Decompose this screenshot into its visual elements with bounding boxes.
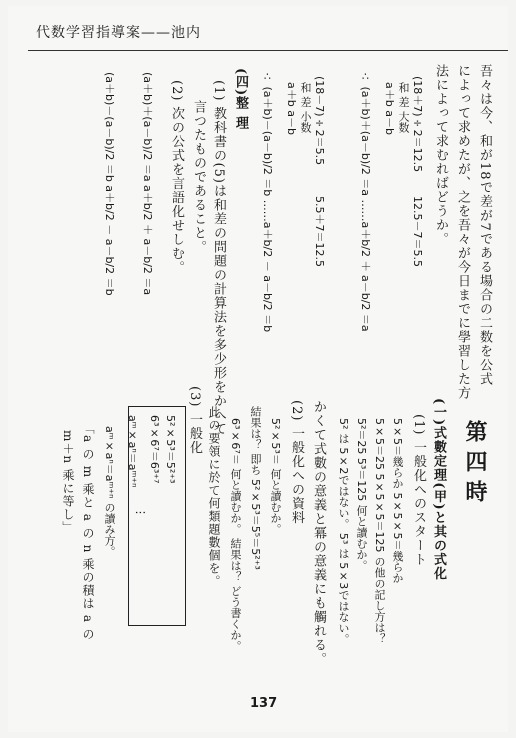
lower-line-4: 5² は 5×2ではない。 5³ は 5×3ではない。 xyxy=(337,418,350,645)
lower-note: かくて式數の意義と冪の意義にも觸れる。 xyxy=(311,400,326,666)
header-rule xyxy=(28,50,508,51)
equation-1-sub: a＋b a－b xyxy=(383,82,396,135)
box-line-3: ⋮ xyxy=(134,507,147,518)
lower-line-8: 此の要領に於て何類題數個を。 xyxy=(207,406,221,588)
intro-line-3: 法によって求むればどうか。 xyxy=(433,64,448,246)
chapter-title: 第四時 xyxy=(462,420,488,510)
lower-item-2: (2) 一般化への資料 xyxy=(289,400,304,525)
lower-line-1: 5×5＝幾らか 5×5×5＝幾らか xyxy=(391,418,404,584)
equation-1: (18＋7)÷2＝12.5 xyxy=(411,76,424,173)
lower-line-7: 6³×6⁷＝ 何と讀むか。 結果は？ どう書くか。 xyxy=(229,418,242,652)
lower-line-6: 結果は？ 即ち 5²×5³＝5⁵＝5²⁺³ xyxy=(249,406,262,570)
equation-3-sub: a＋b a－b xyxy=(285,82,298,135)
lower-item-1: (1) 一般化へのスタート xyxy=(411,414,426,567)
formula-1: ∴ (a＋b)＋(a－b)/2 ＝a ……a＋b/2 ＋ a－b/2 ＝a xyxy=(359,70,372,332)
reading-line-1: aᵐ×aⁿ＝aᵐ⁺ⁿ の讀み方。 xyxy=(103,426,116,557)
formula-4: (a＋b)－(a－b)/2 ＝b a＋b/2 － a－b/2 ＝b xyxy=(103,72,116,296)
book-page xyxy=(8,6,508,732)
intro-line-1: 吾々は今、和が18で差が7である場合の二数を公式 xyxy=(477,64,492,386)
reading-line-2: 「a の m 乘と a の n 乘の積は a の xyxy=(81,422,95,641)
reading-line-3: m＋n 乘に等し」 xyxy=(61,430,75,534)
item-1-cont: 言つたものであること。 xyxy=(191,100,206,254)
equation-3: (18－7)÷2＝5.5 xyxy=(313,76,326,166)
lower-item-3: (3) 一般化 xyxy=(187,386,202,455)
page-number: 137 xyxy=(250,696,278,711)
running-title: 代数学習指導案——池内 xyxy=(36,25,201,41)
lower-line-3: 5²＝25 5³＝125 何と讀むか。 xyxy=(355,418,368,571)
lower-section-heading: (一)式數定理(甲)と其の式化 xyxy=(431,398,446,581)
box-line-4: aᵐ×aⁿ＝aᵐ⁺ⁿ xyxy=(126,415,139,488)
box-line-1: 5²×5³＝5²⁺³ xyxy=(164,415,177,484)
lower-line-2: 5×5＝25 5×5×5＝125 の他の記し方は？ xyxy=(373,418,386,644)
section-heading-4: (四)整 理 xyxy=(233,68,248,130)
intro-line-2: によって求めたが、之を吾々が今日までに學習した方 xyxy=(455,64,470,400)
equation-1-labels: 和 差 大数 xyxy=(397,82,410,133)
formula-3: (a＋b)＋(a－b)/2 ＝a a＋b/2 ＋ a－b/2 ＝a xyxy=(141,72,154,296)
equation-3-labels: 和 差 小数 xyxy=(299,82,312,133)
box-line-2: 6³×6⁷＝6³⁺⁷ xyxy=(148,415,161,484)
formula-2: ∴ (a＋b)－(a－b)/2 ＝b ……a＋b/2 － a－b/2 ＝b xyxy=(261,70,274,333)
formula-box xyxy=(128,406,186,626)
item-1: (1) 教科書の(5)は和差の問題の計算法を多少形をかへて xyxy=(211,80,226,436)
item-2: (2) 次の公式を言語化せしむ。 xyxy=(169,80,184,275)
lower-line-5: 5²×5³＝ 何と讀むか。 xyxy=(269,418,282,535)
equation-4: 5.5＋7＝12.5 xyxy=(313,196,326,267)
equation-2: 12.5－7＝5.5 xyxy=(411,196,424,267)
